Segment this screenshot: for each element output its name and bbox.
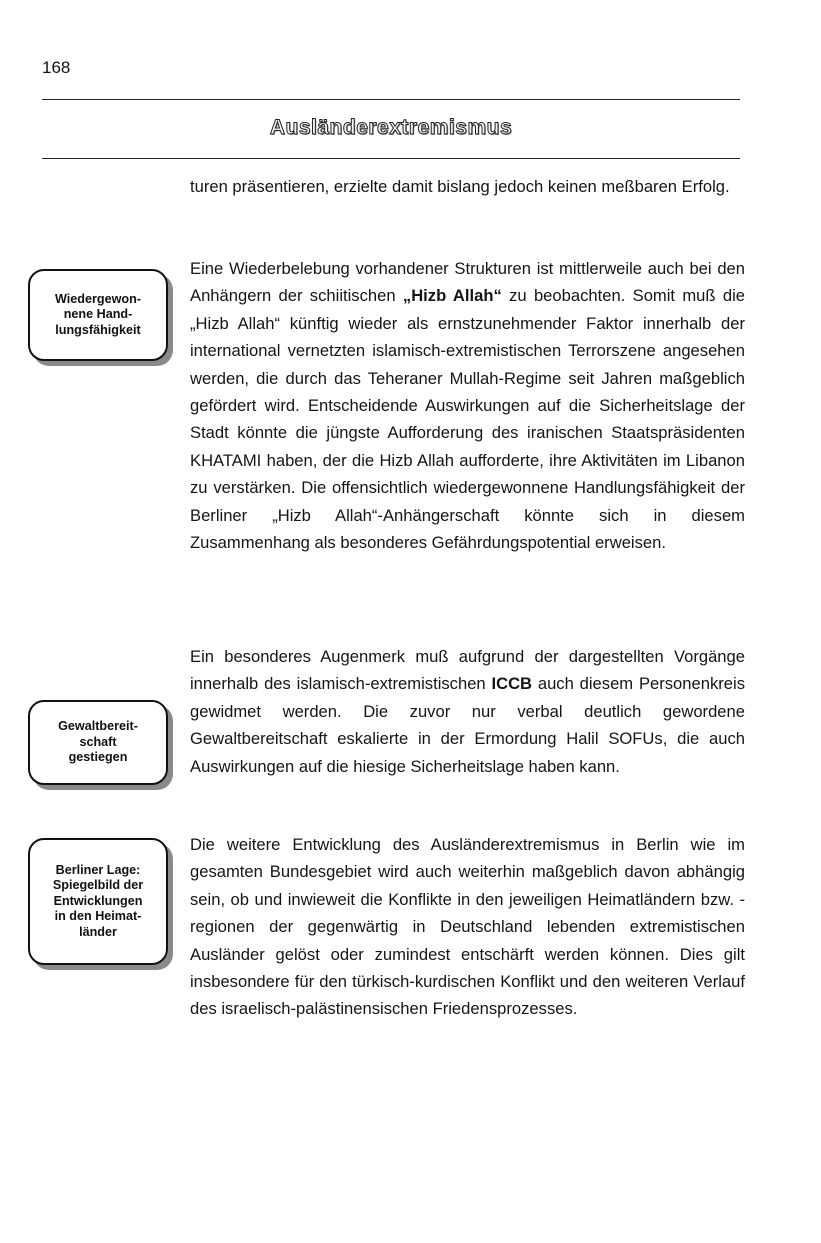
- margin-note-gewaltbereitschaft: [28, 700, 168, 785]
- paragraph-3-start: Ein besonderes Augenmerk muß aufgrund der dargestellten Vorgänge innerhalb des islamisch-extremistischen: [190, 647, 745, 694]
- margin-note-berliner-lage: [28, 838, 168, 965]
- paragraph-2-start: Eine Wiederbelebung vorhandener Strukturen ist mittlerweile auch bei den Anhängern der schiitischen: [190, 259, 745, 306]
- iccb-emphasis: ICCB: [491, 674, 533, 694]
- paragraph-1: turen präsentieren, erzielte damit bislang jedoch keinen meßbaren Erfolg.: [190, 177, 730, 196]
- paragraph-4: Die weitere Entwicklung des Ausländerextremismus in Berlin wie im gesamten Bundesgebiet wird auch weiterhin maßgeblich davon abhängig sein, ob und inwieweit die Konflikte in den jeweiligen Heimatländern bzw. -regionen der gegenwärtig in Deutschland lebenden extremistischen Ausländer gelöst oder zumindest entschärft werden können. Dies gilt insbesondere für den türkisch-kurdischen Konflikt und den weiteren Verlauf des israelisch-palästinensischen Friedensprozesses.: [190, 835, 745, 1019]
- header-rule-top: [42, 99, 740, 100]
- margin-note-text: Gewaltbereit- schaft gestiegen: [58, 719, 138, 765]
- page-number: 168: [42, 58, 71, 77]
- paragraph-3-rest: auch diesem Personenkreis gewidmet werden. Die zuvor nur verbal deutlich gewordene Gewaltbereitschaft eskalierte in der Ermordung Halil SOFUs, die auch Auswirkungen auf die hiesige Sicherheitslage haben kann.: [190, 674, 746, 776]
- margin-note-text: Berliner Lage: Spiegelbild der Entwicklungen in den Heimat- länder: [52, 862, 144, 939]
- margin-note-text: Wiedergewon- nene Hand- lungsfähigkeit: [55, 291, 141, 337]
- hizb-allah-emphasis: „Hizb Allah“: [402, 286, 502, 306]
- paragraph-2-rest: zu beobachten. Somit muß die „Hizb Allah“ künftig wieder als ernstzunehmender Faktor innerhalb der international vernetzten islamisch-extremistischen Terrorszene angesehen werden, die durch das Teheraner Mullah-Regime seit Jahren maßgeblich gefördert wird. Entscheidende Auswirkungen auf die Sicherheitslage der Stadt könnte die jüngste Aufforderung des iranischen Staatspräsidenten KHATAMI haben, der die Hizb Allah aufforderte, ihre Aktivitäten im Libanon zu verstärken. Die offensichtlich wiedergewonnene Handlungsfähigkeit der Berliner „Hizb Allah“-Anhängerschaft könnte sich in diesem Zusammenhang als besonderes Gefährdungspotential erweisen.: [190, 286, 746, 553]
- margin-note-handlungsfaehigkeit: [28, 269, 168, 361]
- paragraph-3: [190, 643, 745, 780]
- header-rule-bottom: [42, 158, 740, 159]
- chapter-title: Ausländerextremismus: [269, 116, 513, 139]
- paragraph-2: [190, 255, 745, 556]
